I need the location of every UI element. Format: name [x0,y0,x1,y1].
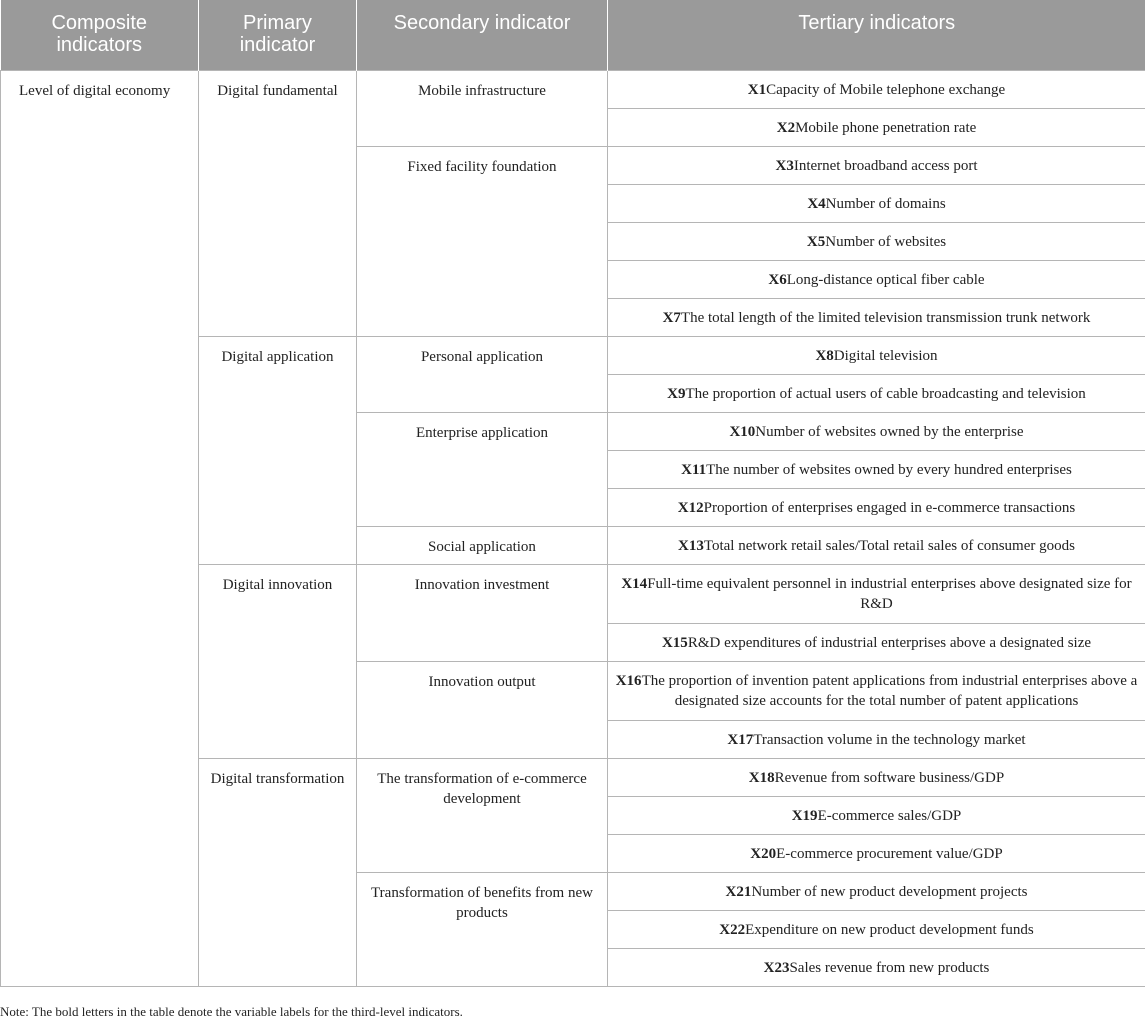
indicator-text: Number of new product development projects [751,884,1027,900]
tertiary-cell [608,526,1145,564]
variable-label: X5 [807,234,825,250]
tertiary-cell [608,834,1145,872]
indicator-text: Number of websites owned by the enterprise [755,424,1023,440]
header-secondary: Secondary indicator [357,0,608,70]
indicator-text: Number of domains [826,196,946,212]
tertiary-cell [608,623,1145,661]
indicator-text: Mobile phone penetration rate [795,120,976,136]
indicator-text: R&D expenditures of industrial enterprises above a designated size [688,635,1091,651]
primary-cell: Digital transformation [199,758,357,986]
variable-label: X6 [768,272,786,288]
variable-label: X19 [792,808,818,824]
indicator-text: Transaction volume in the technology market [753,732,1025,748]
primary-cell: Digital fundamental [199,70,357,336]
variable-label: X15 [662,635,688,651]
indicator-text: Digital television [834,348,938,364]
secondary-cell: Transformation of benefits from new products [357,872,608,986]
tertiary-cell [608,298,1145,336]
indicator-text: Total network retail sales/Total retail sales of consumer goods [704,538,1075,554]
tertiary-cell [608,336,1145,374]
variable-label: X16 [616,673,642,689]
header-composite: Composite indicators [1,0,199,70]
variable-label: X8 [815,348,833,364]
variable-label: X10 [729,424,755,440]
indicator-text: Expenditure on new product development funds [745,922,1034,938]
tertiary-cell [608,450,1145,488]
variable-label: X21 [725,884,751,900]
variable-label: X12 [678,500,704,516]
indicator-text: Full-time equivalent personnel in industrial enterprises above designated size for R&D [647,576,1131,612]
indicator-text: Internet broadband access port [794,158,978,174]
primary-cell: Digital innovation [199,564,357,758]
indicator-text: The number of websites owned by every hundred enterprises [706,462,1072,478]
secondary-cell: Personal application [357,336,608,412]
header-row [1,0,1145,70]
variable-label: X11 [681,462,706,478]
secondary-cell: Enterprise application [357,412,608,526]
header-tertiary: Tertiary indicators [608,0,1145,70]
indicator-text: Proportion of enterprises engaged in e-commerce transactions [704,500,1076,516]
indicator-text: Capacity of Mobile telephone exchange [766,82,1005,98]
variable-label: X17 [727,732,753,748]
tertiary-cell [608,948,1145,986]
tertiary-cell [608,796,1145,834]
primary-cell: Digital application [199,336,357,564]
indicator-text: E-commerce sales/GDP [818,808,962,824]
header-primary: Primary indicator [199,0,357,70]
variable-label: X23 [764,960,790,976]
variable-label: X2 [777,120,795,136]
table-row [1,70,1145,108]
secondary-cell: Fixed facility foundation [357,146,608,336]
tertiary-cell [608,872,1145,910]
indicator-text: Number of websites [825,234,946,250]
variable-label: X14 [621,576,647,592]
composite-cell: Level of digital economy [1,70,199,986]
indicator-text: The proportion of invention patent applications from industrial enterprises above a designated size accounts for the total number of patent applications [642,673,1138,709]
variable-label: X20 [750,846,776,862]
tertiary-cell [608,661,1145,720]
indicator-text: The total length of the limited television transmission trunk network [681,310,1091,326]
tertiary-cell [608,564,1145,623]
tertiary-cell [608,146,1145,184]
tertiary-cell [608,758,1145,796]
indicator-text: Revenue from software business/GDP [775,770,1005,786]
tertiary-cell [608,70,1145,108]
indicator-text: Long-distance optical fiber cable [787,272,985,288]
tertiary-cell [608,910,1145,948]
secondary-cell: Social application [357,526,608,564]
table-note: Note: The bold letters in the table denote the variable labels for the third-level indicators. [0,1004,463,1020]
variable-label: X18 [749,770,775,786]
tertiary-cell [608,488,1145,526]
tertiary-cell [608,412,1145,450]
secondary-cell: Innovation output [357,661,608,758]
indicator-text: E-commerce procurement value/GDP [776,846,1003,862]
variable-label: X9 [667,386,685,402]
indicator-text: Sales revenue from new products [789,960,989,976]
variable-label: X4 [807,196,825,212]
indicator-text: The proportion of actual users of cable broadcasting and television [686,386,1086,402]
secondary-cell: Mobile infrastructure [357,70,608,146]
variable-label: X22 [719,922,745,938]
variable-label: X3 [775,158,793,174]
tertiary-cell [608,222,1145,260]
secondary-cell: Innovation investment [357,564,608,661]
variable-label: X1 [748,82,766,98]
secondary-cell: The transformation of e-commerce development [357,758,608,872]
variable-label: X13 [678,538,704,554]
tertiary-cell [608,184,1145,222]
tertiary-cell [608,720,1145,758]
tertiary-cell [608,108,1145,146]
tertiary-cell [608,374,1145,412]
variable-label: X7 [663,310,681,326]
tertiary-cell [608,260,1145,298]
